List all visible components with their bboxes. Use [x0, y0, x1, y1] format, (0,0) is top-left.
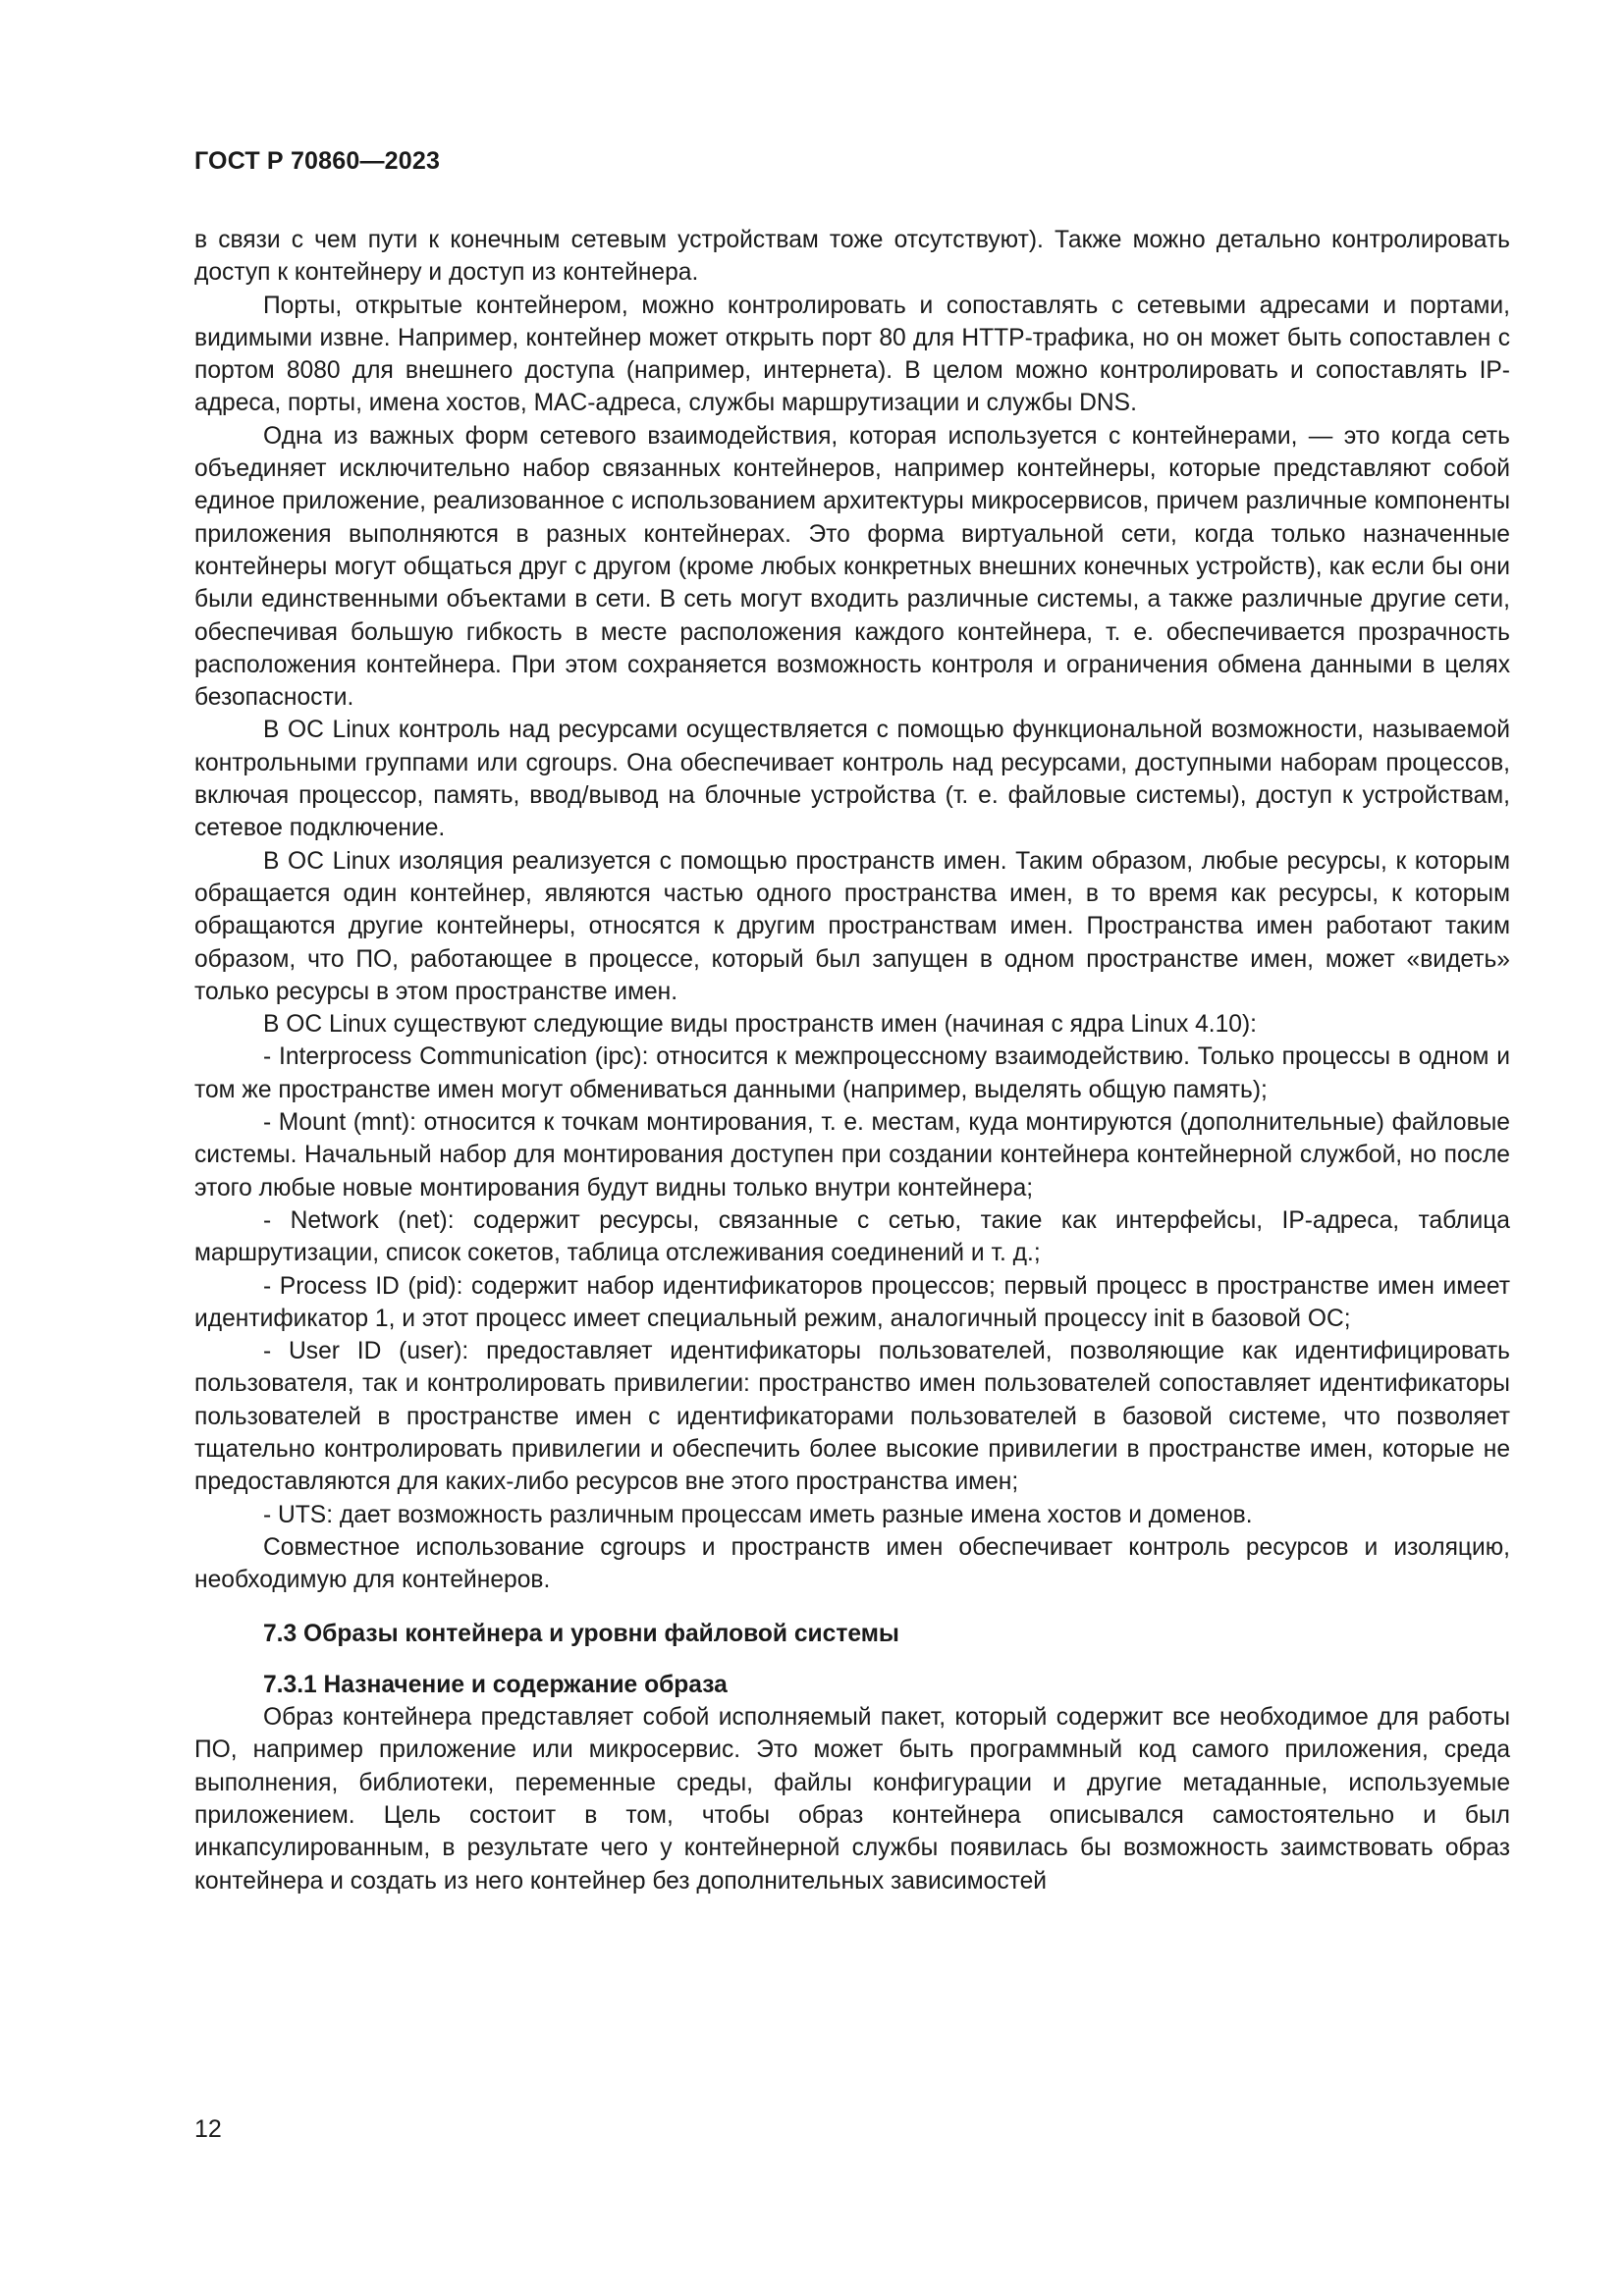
- paragraph: В ОС Linux изоляция реализуется с помощью пространств имен. Таким образом, любые ресурсы, к которым обращается один контейнер, являются частью одного пространства имен, в то время как ресурсы, к которым обращаются другие контейнеры, относятся к другим пространствам имен. Пространства имен работают таким образом, что ПО, работающее в процессе, который был запущен в одном пространстве имен, может «видеть» только ресурсы в этом пространстве имен.: [194, 847, 1510, 1005]
- paragraph: Одна из важных форм сетевого взаимодействия, которая используется с контейнерами, — это когда сеть объединяет исключительно набор связанных контейнеров, например контейнеры, которые представляют собой единое приложение, реализованное с использованием архитектуры микросервисов, причем различные компоненты приложения выполняются в разных контейнерах. Это форма виртуальной сети, когда только назначенные контейнеры могут общаться друг с другом (кроме любых конкретных внешних конечных устройств), как если бы они были единственными объектами в сети. В сеть могут входить различные системы, а также различные другие сети, обеспечивая большую гибкость в месте расположения каждого контейнера, т. е. обеспечивается прозрачность расположения контейнера. При этом сохраняется возможность контроля и ограничения обмена данными в целях безопасности.: [194, 422, 1510, 712]
- section-heading: 7.3 Образы контейнера и уровни файловой системы: [263, 1621, 899, 1648]
- list-item: - Interprocess Communication (ipc): относится к межпроцессному взаимодействию. Только процессы в одном и том же пространстве имен могут обмениваться данными (например, выделять общую память);: [194, 1043, 1510, 1103]
- paragraph: Порты, открытые контейнером, можно контролировать и сопоставлять с сетевыми адресами и портами, видимыми извне. Например, контейнер может открыть порт 80 для HTTP-трафика, но он может быть сопоставлен с портом 8080 для внешнего доступа (например, интернета). В целом можно контролировать и сопоставлять IP-адреса, порты, имена хостов, MAC-адреса, службы маршрутизации и службы DNS.: [194, 292, 1510, 417]
- list-item: - User ID (user): предоставляет идентификаторы пользователей, позволяющие как идентифицировать пользователя, так и контролировать привилегии: пространство имен пользователей сопоставляет идентификаторы пользователей в пространстве имен с идентификаторами пользователей в базовой системе, что позволяет тщательно контролировать привилегии и обеспечить более высокие привилегии в пространстве имен, которые не предоставляются для каких-либо ресурсов вне этого пространства имен;: [194, 1338, 1510, 1496]
- page-number: 12: [194, 2115, 222, 2143]
- list-item: - Process ID (pid): содержит набор идентификаторов процессов; первый процесс в пространстве имен имеет идентификатор 1, и этот процесс имеет специальный режим, аналогичный процессу init в базовой ОС;: [194, 1272, 1510, 1332]
- paragraph: Совместное использование cgroups и пространств имен обеспечивает контроль ресурсов и изоляцию, необходимую для контейнеров.: [194, 1533, 1510, 1594]
- document-body: [194, 224, 1510, 1897]
- list-item: - UTS: дает возможность различным процессам иметь разные имена хостов и доменов.: [263, 1501, 1253, 1528]
- paragraph: В ОС Linux существуют следующие виды пространств имен (начиная с ядра Linux 4.10):: [263, 1011, 1257, 1039]
- document-header: ГОСТ Р 70860—2023: [194, 147, 441, 175]
- paragraph: Образ контейнера представляет собой исполняемый пакет, который содержит все необходимое для работы ПО, например приложение или микросервис. Это может быть программный код самого приложения, среда выполнения, библиотеки, переменные среды, файлы конфигурации и другие метаданные, используемые приложением. Цель состоит в том, чтобы образ контейнера описывался самостоятельно и был инкапсулированным, в результате чего у контейнерной службы появилась бы возможность заимствовать образ контейнера и создать из него контейнер без дополнительных зависимостей: [194, 1704, 1510, 1895]
- list-item: - Network (net): содержит ресурсы, связанные с сетью, такие как интерфейсы, IP-адреса, таблица маршрутизации, список сокетов, таблица отслеживания соединений и т. д.;: [194, 1206, 1510, 1267]
- list-item: - Mount (mnt): относится к точкам монтирования, т. е. местам, куда монтируются (дополнительные) файловые системы. Начальный набор для монтирования доступен при создании контейнера контейнерной службой, но после этого любые новые монтирования будут видны только внутри контейнера;: [194, 1109, 1510, 1201]
- paragraph: В ОС Linux контроль над ресурсами осуществляется с помощью функциональной возможности, называемой контрольными группами или cgroups. Она обеспечивает контроль над ресурсами, доступными наборам процессов, включая процессор, память, ввод/вывод на блочные устройства (т. е. файловые системы), доступ к устройствам, сетевое подключение.: [194, 717, 1510, 842]
- paragraph: в связи с чем пути к конечным сетевым устройствам тоже отсутствуют). Также можно детально контролировать доступ к контейнеру и доступ из контейнера.: [194, 227, 1510, 287]
- subsection-heading: 7.3.1 Назначение и содержание образа: [263, 1671, 728, 1698]
